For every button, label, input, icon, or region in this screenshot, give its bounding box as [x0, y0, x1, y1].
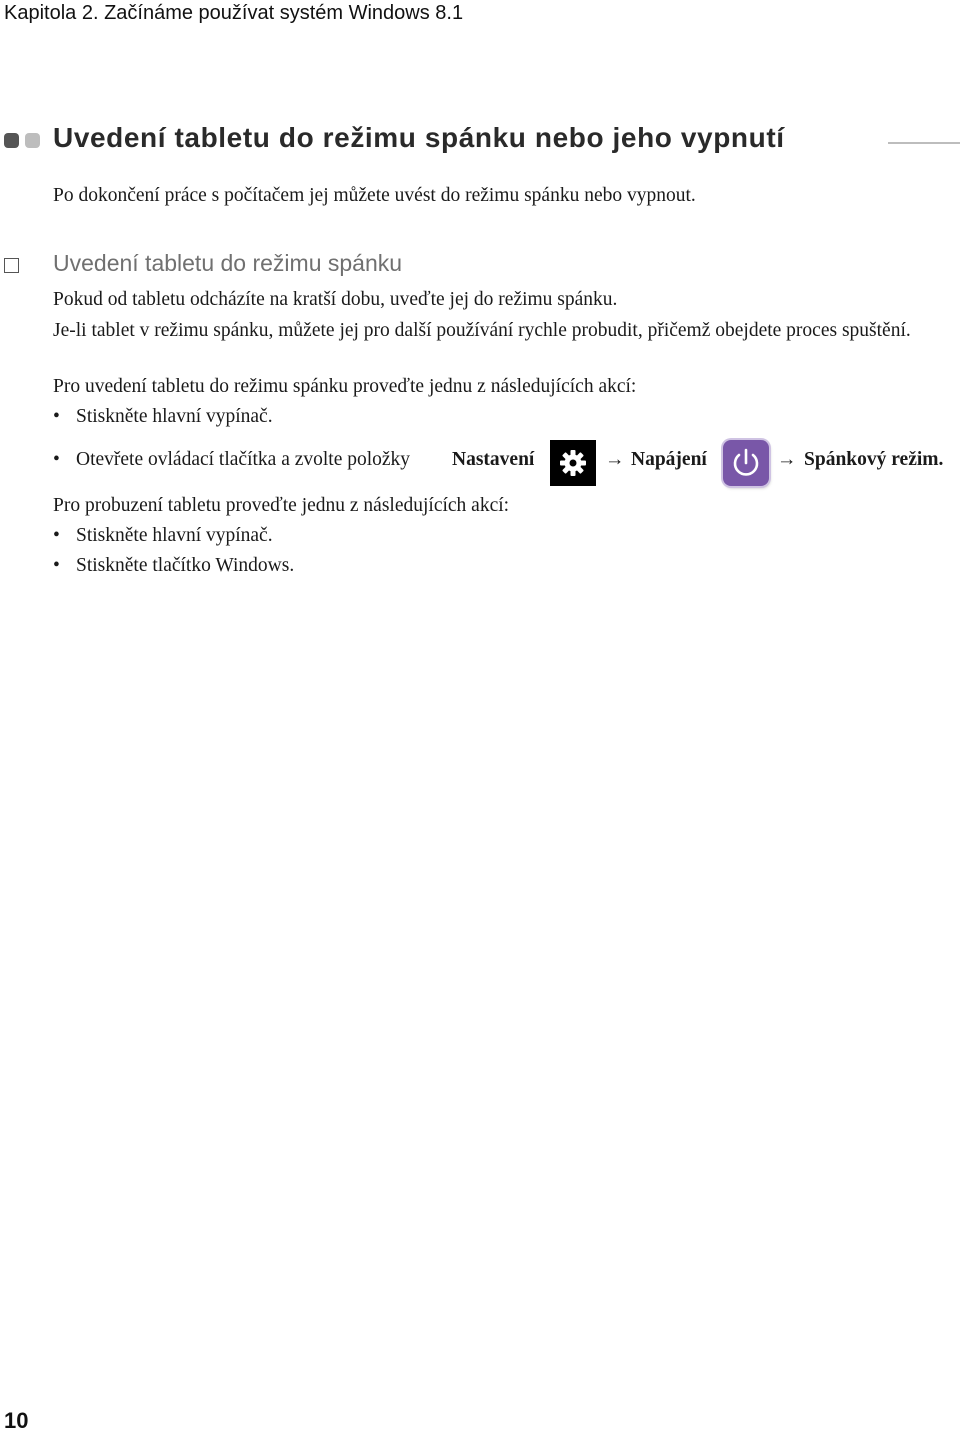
subsection-title: Uvedení tabletu do režimu spánku: [53, 250, 403, 276]
paragraph-3: Pro uvedení tabletu do režimu spánku proveďte jednu z následujících akcí:: [53, 376, 637, 397]
section-title: Uvedení tabletu do režimu spánku nebo jeho vypnutí: [53, 122, 785, 153]
page-number: 10: [4, 1408, 29, 1433]
settings-label: Nastavení: [452, 449, 535, 470]
section-marker-dark: [4, 133, 19, 148]
wake-bullet-1: [53, 523, 273, 549]
paragraph-2: Je-li tablet v režimu spánku, můžete jej pro další používání rychle probudit, přičemž obejdete proces spuštění.: [53, 320, 911, 341]
power-icon: [723, 440, 769, 486]
sleep-bullet-1-text: Stiskněte hlavní vypínač.: [76, 406, 273, 427]
sleep-bullet-1: [53, 404, 273, 430]
chapter-header: Kapitola 2. Začínáme používat systém Windows 8.1: [4, 2, 464, 24]
gear-icon: [550, 440, 596, 486]
bullet-dot: •: [53, 555, 60, 576]
arrow-1: →: [605, 449, 625, 470]
bullet-dot: •: [53, 406, 60, 427]
bullet-dot: •: [53, 525, 60, 546]
sleep-bullet-2-text: Otevřete ovládací tlačítka a zvolte položky: [76, 449, 411, 470]
wake-bullet-2-text: Stiskněte tlačítko Windows.: [76, 555, 295, 576]
section-marker-light: [25, 133, 40, 148]
arrow-2: →: [777, 449, 797, 470]
wake-bullet-1-text: Stiskněte hlavní vypínač.: [76, 525, 273, 546]
title-rule: [888, 142, 960, 144]
power-label: Napájení: [631, 449, 707, 470]
subsection-marker: [4, 258, 19, 273]
section-intro: Po dokončení práce s počítačem jej můžete uvést do režimu spánku nebo vypnout.: [53, 185, 696, 206]
section-title-row: [0, 120, 960, 160]
paragraph-4: Pro probuzení tabletu proveďte jednu z následujících akcí:: [53, 495, 510, 516]
wake-bullet-2: [53, 553, 294, 579]
sleep-label: Spánkový režim.: [804, 449, 944, 470]
bullet-dot: •: [53, 449, 60, 470]
subsection-title-row: [0, 250, 960, 282]
paragraph-1: Pokud od tabletu odcházíte na kratší dobu, uveďte jej do režimu spánku.: [53, 289, 618, 310]
